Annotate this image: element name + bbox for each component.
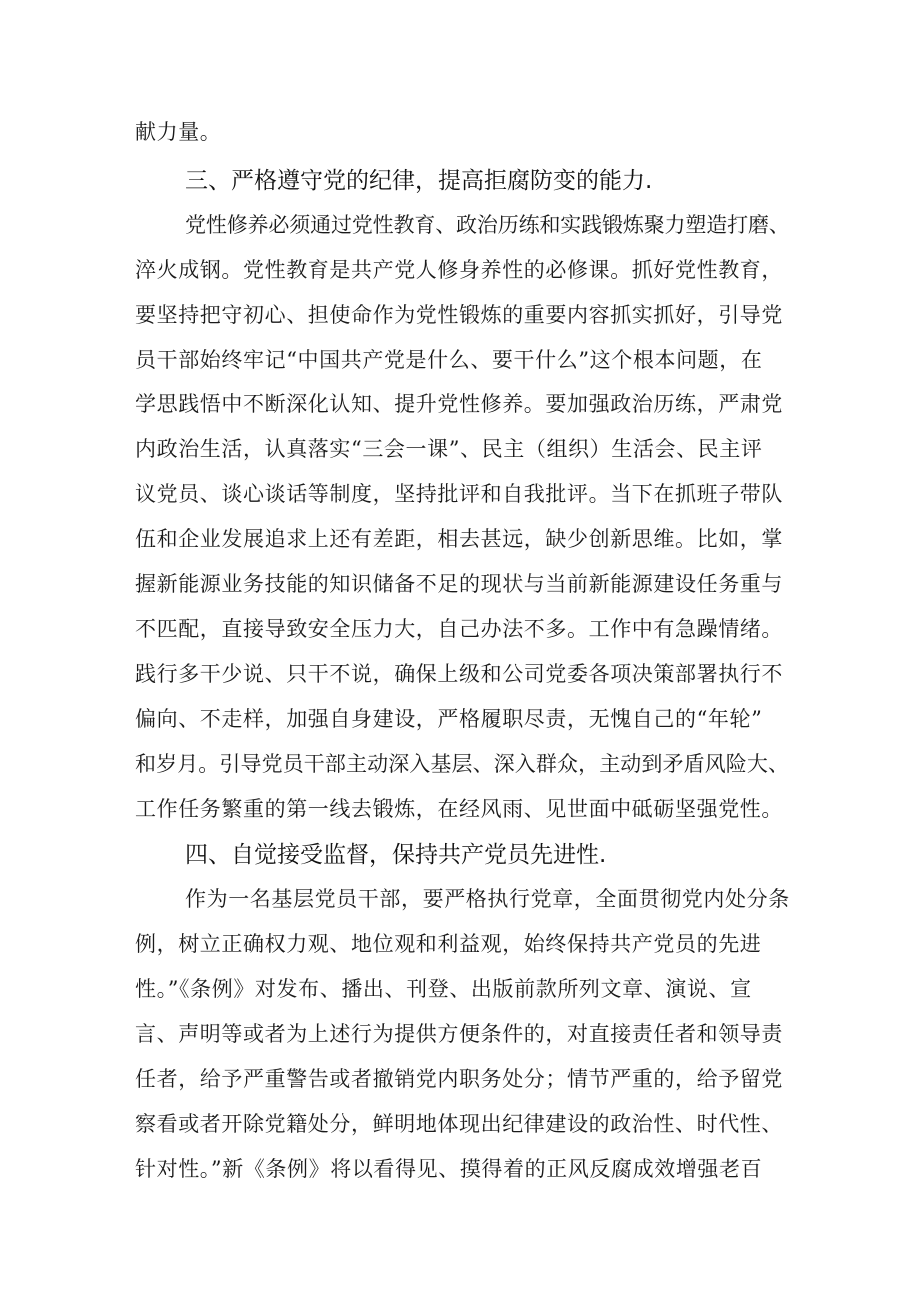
paragraph-line: 议党员、谈心谈话等制度，坚持批评和自我批评。当下在抓班子带队	[135, 482, 783, 506]
paragraph-line: 党性修养必须通过党性教育、政治历练和实践锻炼聚力塑造打磨、	[185, 213, 790, 237]
paragraph-line: 要坚持把守初心、担使命作为党性锻炼的重要内容抓实抓好，引导党	[135, 303, 783, 327]
paragraph-fragment: 献力量。	[135, 120, 222, 144]
paragraph-line: 性。”《条例》对发布、播出、刊登、出版前款所列文章、演说、宣	[135, 977, 752, 1001]
paragraph-line: 言、声明等或者为上述行为提供方便条件的，对直接责任者和领导责	[135, 1022, 783, 1046]
paragraph-line: 作为一名基层党员干部，要严格执行党章，全面贯彻党内处分条	[185, 887, 790, 911]
paragraph-line: 针对性。”新《条例》将以看得见、摸得着的正风反腐成效增强老百	[135, 1157, 763, 1181]
paragraph-line: 践行多干少说、只干不说，确保上级和公司党委各项决策部署执行不	[135, 662, 783, 686]
section-heading-3: 三、严格遵守党的纪律，提高拒腐防变的能力.	[185, 168, 653, 194]
paragraph-line: 察看或者开除党籍处分，鲜明地体现出纪律建设的政治性、时代性、	[135, 1112, 783, 1136]
section-heading-4: 四、自觉接受监督，保持共产党员先进性.	[185, 842, 607, 868]
paragraph-line: 和岁月。引导党员干部主动深入基层、深入群众，主动到矛盾风险大、	[135, 752, 790, 776]
paragraph-line: 偏向、不走样，加强自身建设，严格履职尽责，无愧自己的“年轮”	[135, 707, 763, 731]
paragraph-line: 员干部始终牢记“中国共产党是什么、要干什么”这个根本问题，在	[135, 348, 763, 372]
paragraph-line: 握新能源业务技能的知识储备不足的现状与当前新能源建设任务重与	[135, 572, 783, 596]
paragraph-line: 伍和企业发展追求上还有差距，相去甚远，缺少创新思维。比如，掌	[135, 527, 783, 551]
paragraph-line: 例，树立正确权力观、地位观和利益观，始终保持共产党员的先进	[135, 932, 762, 956]
paragraph-line: 学思践悟中不断深化认知、提升党性修养。要加强政治历练，严肃党	[135, 392, 783, 416]
paragraph-line: 任者，给予严重警告或者撤销党内职务处分；情节严重的，给予留党	[135, 1067, 783, 1091]
paragraph-line: 淬火成钢。党性教育是共产党人修身养性的必修课。抓好党性教育，	[135, 258, 783, 282]
paragraph-line: 不匹配，直接导致安全压力大，自己办法不多。工作中有急躁情绪。	[135, 617, 783, 641]
paragraph-line: 工作任务繁重的第一线去锻炼，在经风雨、见世面中砥砺坚强党性。	[135, 797, 783, 821]
paragraph-line: 内政治生活，认真落实“三会一课”、民主（组织）生活会、民主评	[135, 437, 763, 461]
